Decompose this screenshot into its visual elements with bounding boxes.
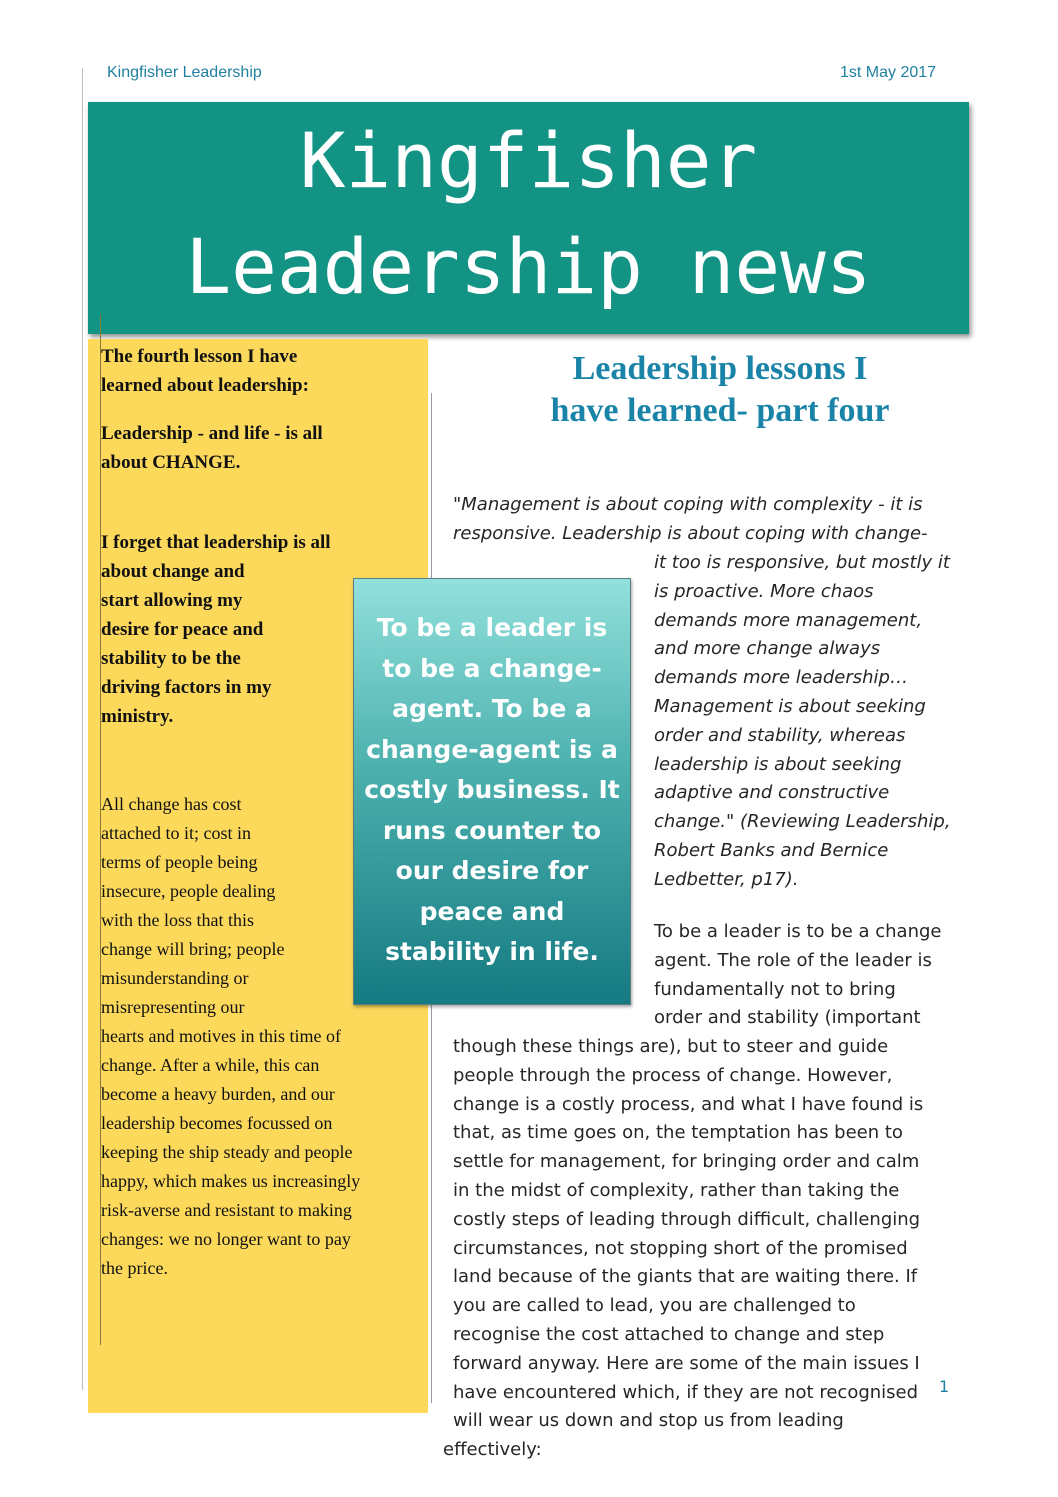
sidebar-cost-line: change. After a while, this can <box>101 1055 320 1075</box>
pull-quote-line: our desire for <box>395 856 589 886</box>
sidebar-cost-line: hearts and motives in this time of <box>101 1026 341 1046</box>
body-line: To be a leader is to be a change <box>654 921 942 942</box>
quote-line: Ledbetter, p17). <box>654 868 799 890</box>
sidebar-heading-line: The fourth lesson I have <box>101 346 298 367</box>
page-number: 1 <box>939 1377 950 1396</box>
body-line: recognise the cost attached to change and step <box>453 1323 885 1345</box>
quote-line: Robert Banks and Bernice <box>654 839 889 861</box>
publication-name: Kingfisher Leadership <box>107 64 262 81</box>
body-line: will wear us down and stop us from leading <box>453 1410 844 1432</box>
sidebar-forget-line: about change and <box>101 561 245 582</box>
page-left-rule <box>82 68 83 1390</box>
sidebar-cost-line: terms of people being <box>101 852 258 872</box>
sidebar-heading-line: learned about leadership: <box>101 375 309 396</box>
quote-line: and more change always <box>654 638 881 660</box>
body-line: change is a costly process, and what I have found is <box>453 1093 924 1115</box>
sidebar-forget-line: I forget that leadership is all <box>101 532 331 553</box>
quote-line: demands more leadership… <box>654 667 908 689</box>
pull-quote-line: costly business. It <box>364 775 620 805</box>
pull-quote-line: To be a leader is <box>376 613 608 643</box>
sidebar-cost-line: keeping the ship steady and people <box>101 1142 353 1162</box>
pull-quote-box <box>353 578 631 1005</box>
body-line: people through the process of change. However, <box>453 1064 893 1086</box>
pull-quote-line: peace and <box>419 896 565 926</box>
sidebar-forget-line: desire for peace and <box>101 619 264 640</box>
masthead-line-2: Leadership news <box>185 222 872 311</box>
sidebar-cost-line: leadership becomes focussed on <box>101 1113 333 1133</box>
quote-intro <box>453 491 928 549</box>
pull-quote-line: stability in life. <box>385 937 599 967</box>
sidebar-cost-line: happy, which makes us increasingly <box>101 1171 361 1191</box>
quote-continued <box>654 549 951 895</box>
sidebar-forget-line: start allowing my <box>101 590 243 611</box>
sidebar-forget-line: driving factors in my <box>101 677 272 698</box>
body-line: circumstances, not stopping short of the promised <box>453 1237 908 1259</box>
sidebar-forget-paragraph <box>101 528 331 731</box>
sidebar-cost-line: risk-averse and resistant to making <box>101 1200 352 1220</box>
body-paragraph-wrap <box>654 918 941 1033</box>
pull-quote-line: to be a change- <box>382 653 602 683</box>
article-title <box>470 348 970 432</box>
sidebar-cost-line: become a heavy burden, and our <box>101 1084 335 1104</box>
sidebar-forget-line: stability to be the <box>101 648 241 669</box>
body-line: though these things are), but to steer and guide <box>453 1036 889 1057</box>
quote-line: demands more management, <box>654 609 923 631</box>
body-paragraph <box>453 1033 923 1436</box>
body-line: that, as time goes on, the temptation has been to <box>453 1122 903 1144</box>
quote-line: "Management is about coping with complexity - it is <box>453 494 923 515</box>
body-line: land because of the giants that are waiting there. If <box>453 1266 918 1288</box>
body-line: have encountered which, if they are not recognised <box>453 1381 919 1403</box>
sidebar-cost-line: with the loss that this <box>101 910 254 930</box>
sidebar-cost-line: misrepresenting our <box>101 997 245 1017</box>
pull-quote-line: agent. To be a <box>392 694 592 724</box>
quote-line: responsive. Leadership is about coping with change- <box>453 522 928 544</box>
sidebar-cost-line: All change has cost <box>101 794 242 814</box>
pull-quote-line: runs counter to <box>382 815 602 845</box>
sidebar-forget-line: ministry. <box>101 706 174 727</box>
sidebar-cost-line: change will bring; people <box>101 939 285 959</box>
sidebar-change-statement <box>101 419 323 477</box>
quote-line: order and stability, whereas <box>654 724 906 746</box>
pull-quote-text <box>361 608 623 973</box>
sidebar-cost-line: attached to it; cost in <box>101 823 251 843</box>
sidebar-heading <box>101 342 309 400</box>
body-line: settle for management, for bringing order and calm <box>453 1151 920 1173</box>
issue-date: 1st May 2017 <box>840 64 937 81</box>
sidebar-cost-line: insecure, people dealing <box>101 881 276 901</box>
body-line: you are called to lead, you are challenged to <box>453 1295 856 1317</box>
quote-line: change." (Reviewing Leadership, <box>654 811 951 833</box>
sidebar-cost-line: changes: we no longer want to pay <box>101 1229 351 1249</box>
body-last-line: effectively: <box>443 1439 542 1460</box>
sidebar-cost-paragraph <box>101 790 360 1283</box>
quote-line: leadership is about seeking <box>654 753 902 775</box>
body-line: order and stability (important <box>654 1007 921 1029</box>
sidebar-change-line: about CHANGE. <box>101 452 241 473</box>
quote-line: Management is about seeking <box>654 695 926 717</box>
masthead-line-1: Kingfisher <box>299 116 758 205</box>
body-line: forward anyway. Here are some of the main issues I <box>453 1352 920 1374</box>
quote-line: adaptive and constructive <box>654 782 890 804</box>
sidebar-cost-line: the price. <box>101 1258 168 1278</box>
body-line: agent. The role of the leader is <box>654 949 932 971</box>
quote-line: it too is responsive, but mostly it <box>654 552 950 573</box>
masthead-title <box>88 108 969 320</box>
sidebar-change-line: Leadership - and life - is all <box>101 423 323 444</box>
pull-quote-line: change-agent is a <box>366 734 618 764</box>
body-line: costly steps of leading through difficult, challenging <box>453 1208 921 1230</box>
article-title-line: Leadership lessons I <box>572 350 868 387</box>
sidebar-cost-line: misunderstanding or <box>101 968 249 988</box>
article-title-line: have learned- part four <box>550 392 890 429</box>
body-line: in the midst of complexity, rather than taking the <box>453 1179 900 1201</box>
quote-line: is proactive. More chaos <box>654 580 874 602</box>
body-line: fundamentally not to bring <box>654 978 896 1000</box>
